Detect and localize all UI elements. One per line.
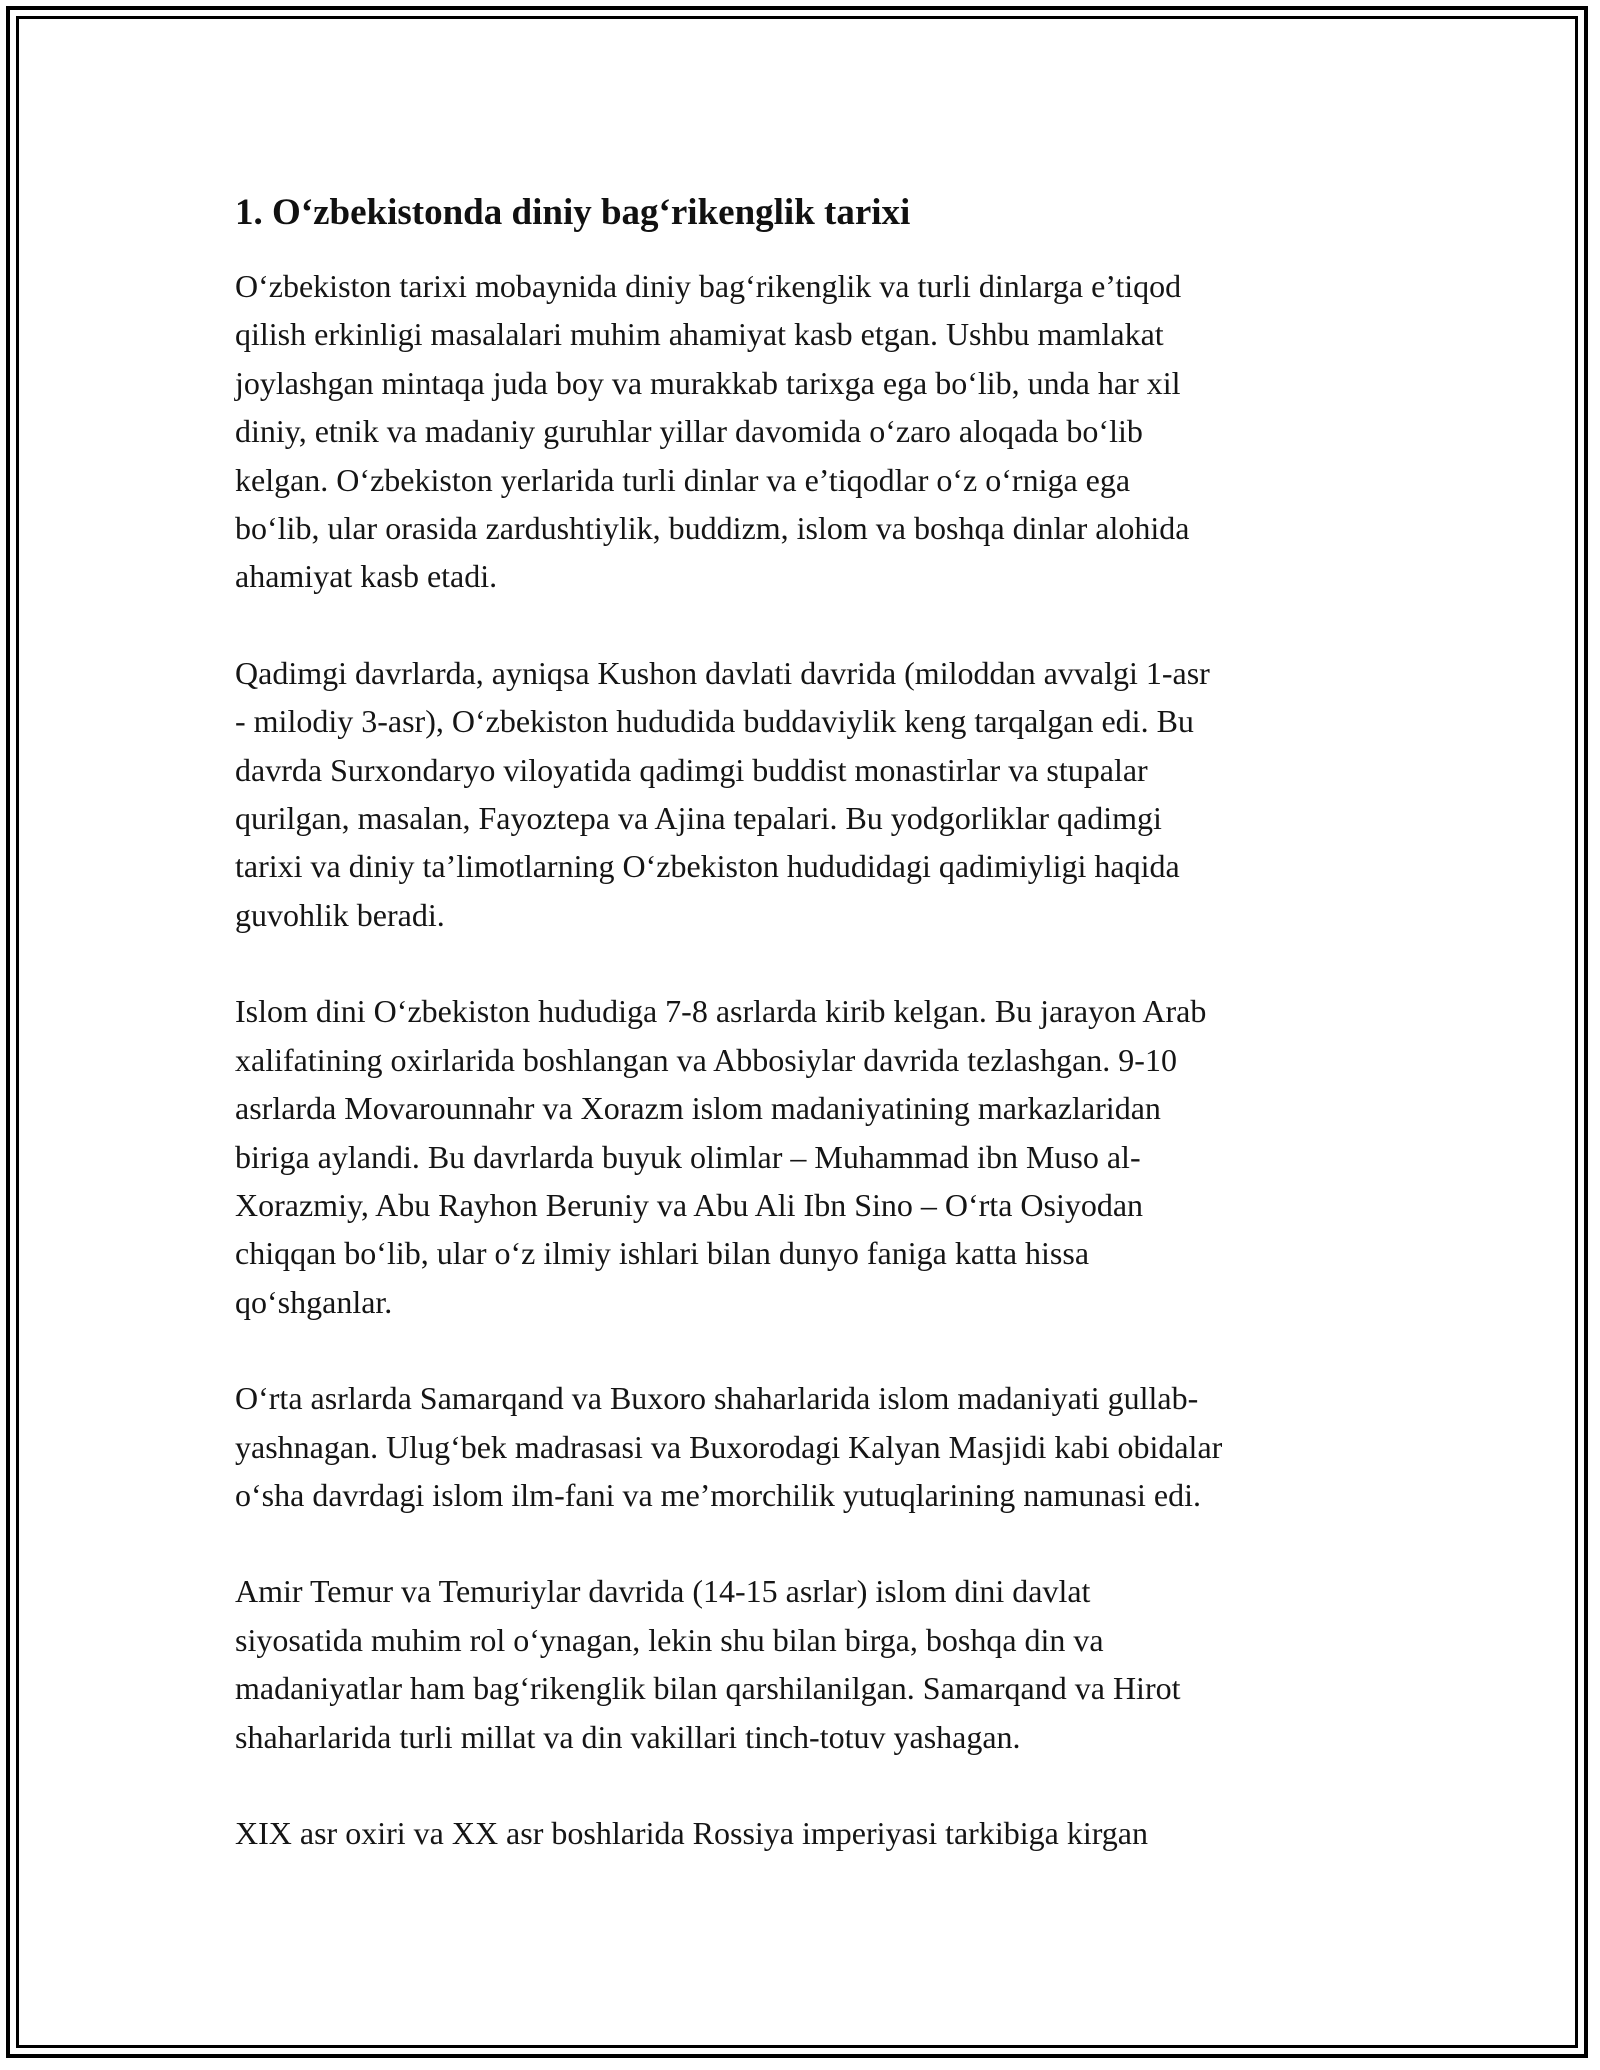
paragraph-buddhism: Qadimgi davrlarda, ayniqsa Kushon davlati davrida (miloddan avvalgi 1-asr - milodiy 3-asr), O‘zbekiston hududida buddaviylik keng tarqalgan edi. Bu davrda Surxondaryo viloyatida qadimgi buddist monastirlar va stupalar qurilgan, masalan, Fayoztepa va Ajina tepalari. Bu yodgorliklar qadimgi tarixi va diniy ta’limotlarning O‘zbekiston hududidagi qadimiyligi haqida guvohlik beradi.: [235, 654, 1210, 933]
paragraph-russian-empire: XIX asr oxiri va XX asr boshlarida Rossiya imperiyasi tarkibiga kirgan: [235, 1814, 1148, 1851]
paragraph-middle-ages: O‘rta asrlarda Samarqand va Buxoro shaharlarida islom madaniyati gullab- yashnagan. Ulug‘bek madrasasi va Buxorodagi Kalyan Masjidi kabi obidalar o‘sha davrdagi islom ilm-fani va me’morchilik yutuqlarining namunasi edi.: [235, 1380, 1223, 1513]
document-body: [235, 188, 1375, 1905]
paragraph-islam-arrival: Islom dini O‘zbekiston hududiga 7-8 asrlarda kirib kelgan. Bu jarayon Arab xalifatining oxirlarida boshlangan va Abbosiylar davrida tezlashgan. 9-10 asrlarda Movarounnahr va Xorazm islom madaniyatining markazlaridan biriga aylandi. Bu davrlarda buyuk olimlar – Muhammad ibn Muso al- Xorazmiy, Abu Rayhon Beruniy va Abu Ali Ibn Sino – O‘rta Osiyodan chiqqan bo‘lib, ular o‘z ilmiy ishlari bilan dunyo faniga katta hissa qo‘shganlar.: [235, 993, 1207, 1320]
paragraph-timurid-era: Amir Temur va Temuriylar davrida (14-15 asrlar) islom dini davlat siyosatida muhim rol o‘ynagan, lekin shu bilan birga, boshqa din va madaniyatlar ham bag‘rikenglik bilan qarshilanilgan. Samarqand va Hirot shaharlarida turli millat va din vakillari tinch-totuv yashagan.: [235, 1573, 1181, 1755]
paragraph-intro: O‘zbekiston tarixi mobaynida diniy bag‘rikenglik va turli dinlarga e’tiqod qilish erkinligi masalalari muhim ahamiyat kasb etgan. Ushbu mamlakat joylashgan mintaqa juda boy va murakkab tarixga ega bo‘lib, unda har xil diniy, etnik va madaniy guruhlar yillar davomida o‘zaro aloqada bo‘lib kelgan. O‘zbekiston yerlarida turli dinlar va e’tiqodlar o‘z o‘rniga ega bo‘lib, ular orasida zardushtiylik, buddizm, islom va boshqa dinlar alohida ahamiyat kasb etadi.: [235, 268, 1190, 595]
section-heading: 1. O‘zbekistonda diniy bag‘rikenglik tarixi: [235, 192, 911, 233]
